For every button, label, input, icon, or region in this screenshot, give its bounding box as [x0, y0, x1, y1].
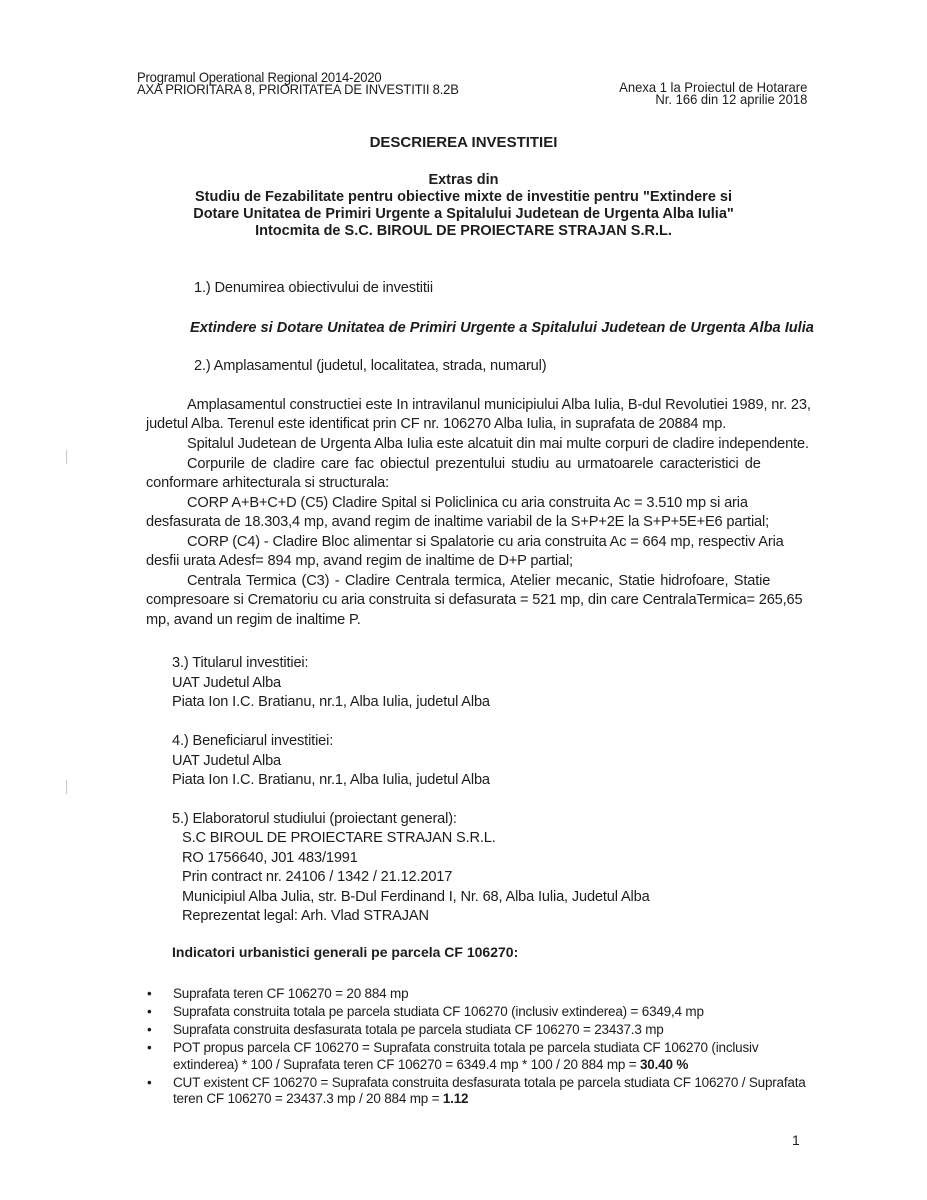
subtitle-line3: Dotare Unitatea de Primiri Urgente a Spitalului Judetean de Urgenta Alba Iulia"	[193, 206, 734, 222]
list-item	[147, 1022, 827, 1039]
section2-line: compresoare si Crematoriu cu aria construita si defasurata = 521 mp, din care CentralaTermica= 265,65	[146, 592, 803, 608]
section2-line: Centrala Termica (C3) - Cladire Centrala termica, Atelier mecanic, Statie hidrofoare, Statie	[187, 573, 771, 589]
subtitle-line1: Extras din	[428, 172, 499, 188]
section3-block	[172, 654, 490, 713]
list-item	[147, 1075, 827, 1108]
section3-titular-name: UAT Judetul Alba	[172, 674, 282, 691]
header-axis-line: AXA PRIORITARA 8, PRIORITATEA DE INVESTITII 8.2B	[137, 81, 459, 97]
section4-beneficiary-address: Piata Ion I.C. Bratianu, nr.1, Alba Iulia, judetul Alba	[172, 772, 490, 789]
indicator-text: CUT existent CF 106270 = Suprafata construita desfasurata totala pe parcela studiata CF 106270 / Suprafata teren CF 106270 = 23437.3 mp / 20 884 mp =	[173, 1074, 806, 1106]
indicator-cut-value: 1.12	[442, 1091, 469, 1106]
section3-titular-address: Piata Ion I.C. Bratianu, nr.1, Alba Iulia, judetul Alba	[172, 694, 490, 711]
scan-mark	[66, 450, 67, 464]
bullet-icon: •	[147, 1022, 152, 1037]
bullet-icon: •	[147, 1040, 152, 1055]
list-item	[147, 1040, 827, 1073]
indicator-pot-value: 30.40	[639, 1056, 673, 1072]
scan-mark	[66, 780, 67, 794]
section4-heading: 4.) Beneficiarul investitiei:	[172, 733, 334, 749]
indicator-text: POT propus parcela CF 106270 = Suprafata construita totala pe parcela studiata CF 106270 (inclusiv extinderea) * 100 / Suprafata teren CF 106270 = 6349.4 mp * 100 / 20 884 mp =	[173, 1040, 759, 1072]
section5-heading: 5.) Elaboratorul studiului (proiectant general):	[172, 811, 457, 827]
section4-beneficiary-name: UAT Judetul Alba	[172, 752, 282, 769]
section4-block	[172, 732, 490, 791]
document-title: DESCRIEREA INVESTITIEI	[369, 134, 558, 151]
subtitle-line4: Intocmita de S.C. BIROUL DE PROIECTARE STRAJAN S.R.L.	[255, 223, 672, 239]
subtitle-line2: Studiu de Fezabilitate pentru obiective mixte de investitie pentru "Extindere si	[194, 189, 733, 205]
indicators-list	[147, 986, 827, 1109]
header-program	[137, 71, 459, 95]
bullet-icon: •	[147, 1004, 152, 1019]
header-annex	[619, 81, 807, 105]
header-annex-line1: Anexa 1 la Proiectul de Hotarare	[618, 79, 807, 95]
section2-heading: 2.) Amplasamentul (judetul, localitatea, strada, numarul)	[194, 358, 547, 374]
section2-line: CORP A+B+C+D (C5) Cladire Spital si Policlinica cu aria construita Ac = 3.510 mp si aria	[187, 495, 748, 511]
indicator-text: Suprafata teren CF 106270 = 20 884 mp	[173, 986, 409, 1001]
indicator-text: Suprafata construita desfasurata totala pe parcela studiata CF 106270 = 23437.3 mp	[173, 1022, 664, 1037]
section5-registration: RO 1756640, J01 483/1991	[182, 849, 358, 866]
section2-line: desfasurata de 18.303,4 mp, avand regim de inaltime variabil de la S+P+2E la S+P+5E+E6 partial;	[146, 514, 770, 530]
indicator-text: Suprafata construita totala pe parcela studiata CF 106270 (inclusiv extinderea) = 6349,4 mp	[173, 1004, 704, 1019]
section5-contract: Prin contract nr. 24106 / 1342 / 21.12.2017	[182, 869, 453, 886]
list-item	[147, 1004, 827, 1021]
section2-line: Amplasamentul constructiei este In intravilanul municipiului Alba Iulia, B-dul Revolutiei 1989, nr. 23,	[187, 397, 811, 413]
section3-heading: 3.) Titularul investitiei:	[172, 655, 309, 671]
section1-heading: 1.) Denumirea obiectivului de investitii	[194, 280, 433, 296]
section5-representative: Reprezentat legal: Arh. Vlad STRAJAN	[182, 908, 429, 925]
section5-address: Municipiul Alba Julia, str. B-Dul Ferdinand I, Nr. 68, Alba Iulia, Judetul Alba	[182, 888, 650, 905]
section2-line: desfii urata Adesf= 894 mp, avand regim de inaltime de D+P partial;	[146, 553, 573, 569]
indicator-pot-unit: %	[672, 1056, 689, 1072]
page-number: 1	[792, 1132, 800, 1148]
section2-line: Spitalul Judetean de Urgenta Alba Iulia este alcatuit din mai multe corpuri de cladire independente.	[187, 436, 809, 452]
section2-line: Corpurile de cladire care fac obiectul prezentului studiu au urmatoarele caracteristici de	[187, 456, 761, 472]
bullet-icon: •	[147, 1074, 152, 1090]
section2-line: mp, avand un regim de inaltime P.	[146, 612, 361, 628]
section5-company: S.C BIROUL DE PROIECTARE STRAJAN S.R.L.	[182, 830, 496, 847]
header-annex-line2: Nr. 166 din 12 aprilie 2018	[654, 91, 807, 107]
section2-line: conformare arhitecturala si structurala:	[146, 475, 390, 491]
indicators-title: Indicatori urbanistici generali pe parcela CF 106270:	[172, 944, 519, 960]
list-item	[147, 986, 827, 1003]
header-program-line1: Programul Operational Regional 2014-2020	[137, 69, 382, 85]
section2-line: judetul Alba. Terenul este identificat prin CF nr. 106270 Alba Iulia, in suprafata de 20884 mp.	[146, 416, 727, 432]
bullet-icon: •	[147, 986, 152, 1001]
section5-block	[172, 810, 650, 926]
section1-value: Extindere si Dotare Unitatea de Primiri Urgente a Spitalului Judetean de Urgenta Alba Iulia	[190, 320, 814, 336]
section2-line: CORP (C4) - Cladire Bloc alimentar si Spalatorie cu aria construita Ac = 664 mp, respectiv Aria	[187, 534, 784, 550]
